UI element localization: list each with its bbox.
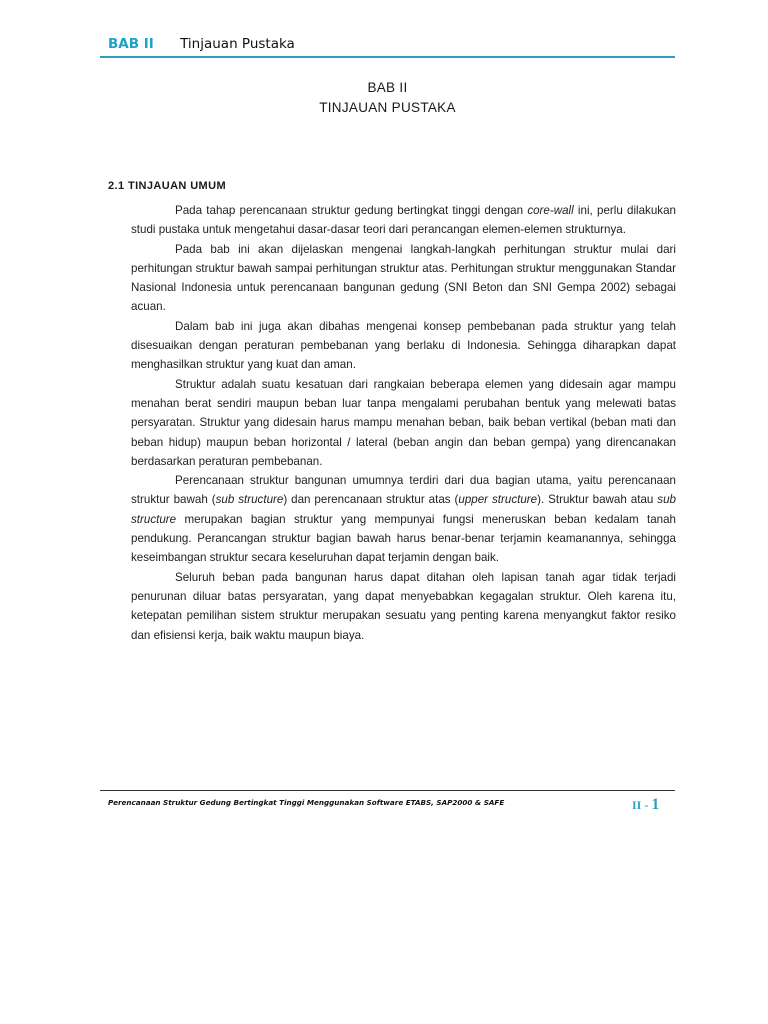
header-chapter: BAB II bbox=[108, 36, 154, 52]
footer-divider bbox=[100, 790, 675, 791]
paragraph: Dalam bab ini juga akan dibahas mengenai konsep pembebanan pada struktur yang telah disesuaikan dengan peraturan pembebanan yang berlaku di Indonesia. Sehingga diharapkan dapat menghasilkan struktur yang kuat dan aman. bbox=[131, 319, 676, 372]
running-header bbox=[108, 36, 295, 52]
italic-term: sub structure bbox=[131, 493, 676, 526]
section-heading: 2.1 TINJAUAN UMUM bbox=[108, 180, 227, 192]
footer-text: Perencanaan Struktur Gedung Bertingkat Tinggi Menggunakan Software ETABS, SAP2000 & SAFE bbox=[108, 798, 505, 807]
italic-term: upper structure bbox=[458, 493, 538, 507]
header-title: Tinjauan Pustaka bbox=[180, 36, 295, 52]
paragraph: Pada tahap perencanaan struktur gedung bertingkat tinggi dengan core-wall ini, perlu dilakukan studi pustaka untuk mengetahui dasar-dasar teori dari perancangan elemen-elemen strukturnya. bbox=[131, 204, 676, 237]
paragraph: Struktur adalah suatu kesatuan dari rangkaian beberapa elemen yang didesain agar mampu menahan berat sendiri maupun beban luar tanpa mengalami perubahan bentuk yang melewati batas persyaratan. Struktur yang didesain harus mampu menahan beban, baik beban vertikal (beban mati dan beban hidup) maupun beban horizontal / lateral (beban angin dan beban gempa) yang direncanakan berdasarkan peraturan pembebanan. bbox=[131, 377, 676, 468]
chapter-name: TINJAUAN PUSTAKA bbox=[319, 100, 456, 115]
chapter-number: BAB II bbox=[367, 80, 408, 95]
italic-term: sub structure bbox=[215, 493, 284, 507]
paragraph: Seluruh beban pada bangunan harus dapat ditahan oleh lapisan tanah agar tidak terjadi penurunan diluar batas persyaratan, yang dapat menyebabkan kegagalan struktur. Oleh karena itu, ketepatan pemilihan sistem struktur merupakan sesuatu yang penting karena menyangkut faktor resiko dan efisiensi kerja, baik waktu maupun biaya. bbox=[131, 570, 676, 642]
body-text bbox=[131, 201, 676, 645]
header-divider bbox=[100, 56, 675, 58]
page-number: II - 1 bbox=[632, 796, 660, 813]
italic-term: core-wall bbox=[527, 204, 574, 217]
chapter-title bbox=[100, 78, 675, 118]
paragraph: Pada bab ini akan dijelaskan mengenai langkah-langkah perhitungan struktur mulai dari perhitungan struktur bawah sampai perhitungan struktur atas. Perhitungan struktur menggunakan Standar Nasional Indonesia untuk perencanaan bangunan gedung (SNI Beton dan SNI Gempa 2002) sebagai acuan. bbox=[131, 242, 676, 314]
paragraph: Perencanaan struktur bangunan umumnya terdiri dari dua bagian utama, yaitu perencanaan struktur bawah (sub structure) dan perencanaan struktur atas (upper structure). Struktur bawah atau sub structure merupakan bagian struktur yang mempunyai fungsi meneruskan beban kedalam tanah pendukung. Perancangan struktur bagian bawah harus benar-benar terjamin keamanannya, sehingga keseimbangan struktur secara keseluruhan dapat terjamin dengan baik. bbox=[131, 474, 676, 565]
